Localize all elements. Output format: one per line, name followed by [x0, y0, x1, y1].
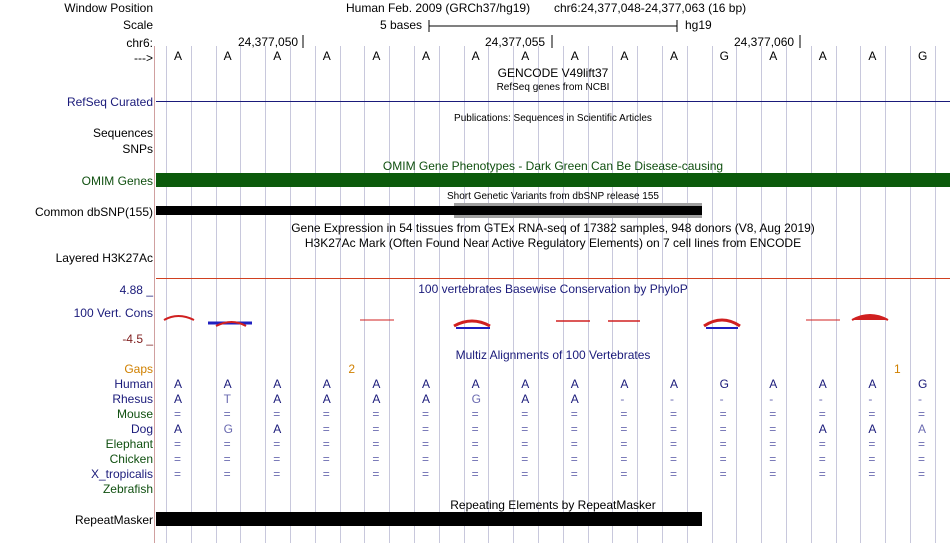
repeatmasker-title[interactable]: Repeating Elements by RepeatMasker — [450, 498, 656, 512]
alignment-base: = — [769, 407, 777, 421]
h3k27ac-baseline — [156, 278, 950, 279]
alignment-base: = — [223, 407, 231, 421]
gaps-label[interactable]: Gaps — [124, 362, 153, 376]
reference-base: A — [322, 49, 331, 63]
alignment-base: = — [918, 407, 926, 421]
multiz-title[interactable]: Multiz Alignments of 100 Vertebrates — [455, 348, 651, 362]
alignment-base: = — [174, 407, 182, 421]
alignment-base: = — [422, 452, 430, 466]
chrom-label: chr6: — [126, 36, 153, 50]
alignment-base: = — [322, 467, 330, 481]
alignment-base: = — [868, 452, 876, 466]
alignment-base: = — [273, 467, 281, 481]
alignment-base: - — [918, 392, 922, 406]
alignment-base: A — [273, 392, 282, 406]
alignment-base: = — [422, 437, 430, 451]
reference-base: A — [174, 49, 183, 63]
alignment-base: A — [818, 422, 827, 436]
assembly-title: Human Feb. 2009 (GRCh37/hg19) — [346, 1, 531, 15]
alignment-base: = — [174, 452, 182, 466]
alignment-base: = — [769, 452, 777, 466]
refseq-curated-label[interactable]: RefSeq Curated — [66, 95, 153, 109]
species-label[interactable]: Elephant — [105, 437, 153, 451]
alignment-base: = — [670, 452, 678, 466]
alignment-base: = — [322, 452, 330, 466]
alignment-base: - — [670, 392, 674, 406]
species-label[interactable]: Dog — [130, 422, 153, 436]
alignment-base: = — [719, 467, 727, 481]
alignment-base: G — [471, 392, 481, 406]
refseq-ncbi-title[interactable]: RefSeq genes from NCBI — [496, 82, 610, 93]
species-label[interactable]: Human — [114, 377, 153, 391]
alignment-base: = — [769, 437, 777, 451]
alignment-base: A — [868, 377, 877, 391]
alignment-base: = — [769, 422, 777, 436]
alignment-base: = — [918, 467, 926, 481]
alignment-base: = — [620, 407, 628, 421]
alignment-base: A — [868, 422, 877, 436]
alignment-base: = — [521, 407, 529, 421]
alignment-base: - — [818, 392, 823, 406]
alignment-base: A — [521, 377, 530, 391]
alignment-base: = — [223, 437, 231, 451]
reference-base: G — [719, 49, 729, 63]
cons-track-label[interactable]: 100 Vert. Cons — [73, 306, 153, 320]
alignment-base: = — [372, 422, 380, 436]
species-label[interactable]: Rhesus — [112, 392, 153, 406]
alignment-base: = — [918, 452, 926, 466]
alignment-base: A — [322, 392, 331, 406]
gap-count: 1 — [894, 362, 901, 376]
alignment-base: = — [471, 467, 479, 481]
alignment-base: = — [223, 467, 231, 481]
repeatmasker-bar[interactable] — [156, 512, 702, 526]
layered-h3k27ac-label[interactable]: Layered H3K27Ac — [55, 251, 153, 265]
alignment-base: = — [322, 422, 330, 436]
alignment-base: = — [372, 437, 380, 451]
alignment-base: = — [422, 467, 430, 481]
alignment-base: = — [719, 422, 727, 436]
reference-base: A — [273, 49, 282, 63]
alignment-base: A — [273, 377, 282, 391]
reference-base: A — [818, 49, 827, 63]
phylop-title[interactable]: 100 vertebrates Basewise Conservation by PhyloP — [418, 282, 688, 296]
omim-gene-bar[interactable] — [156, 173, 950, 187]
alignment-base: = — [570, 437, 578, 451]
alignment-base: = — [471, 452, 479, 466]
alignment-base: = — [620, 467, 628, 481]
alignment-base: - — [769, 392, 774, 406]
sequences-label[interactable]: Sequences — [92, 126, 153, 140]
alignment-base: = — [372, 407, 380, 421]
alignment-base: = — [273, 452, 281, 466]
alignment-base: = — [322, 437, 330, 451]
alignment-base: A — [918, 422, 927, 436]
alignment-base: A — [174, 422, 183, 436]
reference-base: A — [769, 49, 778, 63]
alignment-base: = — [868, 467, 876, 481]
alignment-base: = — [174, 467, 182, 481]
omim-phenotypes-title[interactable]: OMIM Gene Phenotypes - Dark Green Can Be Disease-causing — [382, 159, 724, 173]
alignment-base: G — [223, 422, 233, 436]
species-label[interactable]: Chicken — [109, 452, 153, 466]
alignment-base: = — [670, 422, 678, 436]
cons-max-label: 4.88 _ — [119, 283, 153, 297]
species-label[interactable]: Mouse — [116, 407, 153, 421]
alignment-base: A — [372, 392, 381, 406]
alignment-base: = — [719, 407, 727, 421]
alignment-base: = — [670, 467, 678, 481]
repeatmasker-label[interactable]: RepeatMasker — [74, 513, 153, 527]
refseq-curated-line — [156, 101, 950, 102]
alignment-base: A — [422, 392, 431, 406]
reference-base: A — [868, 49, 877, 63]
alignment-base: = — [422, 422, 430, 436]
scale-text: 5 bases — [380, 18, 423, 32]
cons-min-label: -4.5 _ — [122, 332, 153, 346]
alignment-base: = — [471, 407, 479, 421]
strand-label: ---> — [134, 51, 153, 65]
alignment-base: = — [818, 437, 826, 451]
alignment-base: G — [719, 377, 729, 391]
alignment-base: = — [620, 422, 628, 436]
alignment-base: = — [868, 437, 876, 451]
alignment-base: A — [670, 377, 679, 391]
alignment-base: A — [818, 377, 827, 391]
dbsnp-black-bar[interactable] — [156, 206, 702, 215]
common-dbsnp-label[interactable]: Common dbSNP(155) — [34, 205, 153, 219]
alignment-base: = — [273, 437, 281, 451]
publications-title[interactable]: Publications: Sequences in Scientific Articles — [454, 113, 652, 124]
alignment-base: - — [719, 392, 724, 406]
h3k27ac-title[interactable]: H3K27Ac Mark (Often Found Near Active Regulatory Elements) on 7 cell lines from ENCODE — [304, 236, 802, 250]
alignment-base: A — [620, 377, 629, 391]
alignment-base: = — [570, 407, 578, 421]
alignment-base: A — [174, 377, 183, 391]
conservation-logo — [156, 310, 950, 334]
species-label[interactable]: Zebrafish — [102, 482, 153, 496]
alignment-base: - — [868, 392, 873, 406]
window-position-label: Window Position — [64, 1, 153, 15]
alignment-base: A — [471, 377, 480, 391]
alignment-base: A — [570, 377, 579, 391]
alignment-base: A — [223, 377, 232, 391]
alignment-base: = — [570, 452, 578, 466]
reference-base: A — [670, 49, 679, 63]
alignment-base: A — [273, 422, 282, 436]
coord-tick-3: 24,377,060 — [734, 35, 795, 49]
reference-base: A — [372, 49, 381, 63]
reference-base: A — [422, 49, 431, 63]
alignment-base: = — [918, 437, 926, 451]
reference-base: A — [570, 49, 579, 63]
alignment-base: = — [719, 452, 727, 466]
alignment-base: T — [223, 392, 231, 406]
scale-label: Scale — [122, 18, 153, 32]
alignment-base: = — [620, 452, 628, 466]
alignment-base: = — [521, 467, 529, 481]
alignment-base: = — [620, 437, 628, 451]
alignment-base: = — [223, 452, 231, 466]
reference-base: A — [471, 49, 480, 63]
alignment-base: A — [422, 377, 431, 391]
scale-bar — [428, 19, 680, 33]
alignment-base: = — [174, 437, 182, 451]
dbsnp-title[interactable]: Short Genetic Variants from dbSNP release 155 — [447, 191, 659, 202]
alignment-base: = — [471, 422, 479, 436]
alignment-base: = — [322, 407, 330, 421]
gap-count: 2 — [348, 362, 356, 376]
scale-db: hg19 — [685, 18, 712, 32]
alignment-base: = — [818, 467, 826, 481]
alignment-base: = — [422, 407, 430, 421]
alignment-base: = — [521, 422, 529, 436]
alignment-base: = — [372, 452, 380, 466]
alignment-base: = — [471, 437, 479, 451]
species-label[interactable]: X_tropicalis — [90, 467, 153, 481]
alignment-base: = — [868, 407, 876, 421]
gencode-track-title[interactable]: GENCODE V49lift37 — [497, 66, 609, 80]
alignment-base: = — [521, 437, 529, 451]
alignment-base: = — [372, 467, 380, 481]
coord-tick-marks — [300, 35, 805, 49]
alignment-base: = — [818, 407, 826, 421]
alignment-base: = — [570, 422, 578, 436]
alignment-base: = — [670, 437, 678, 451]
alignment-base: A — [570, 392, 579, 406]
window-position-value[interactable]: chr6:24,377,048-24,377,063 (16 bp) — [554, 1, 747, 15]
omim-genes-label[interactable]: OMIM Genes — [81, 174, 153, 188]
gtex-title[interactable]: Gene Expression in 54 tissues from GTEx RNA-seq of 17382 samples, 948 donors (V8, Aug 2019) — [291, 221, 815, 235]
alignment-base: G — [918, 377, 928, 391]
alignment-base: = — [521, 452, 529, 466]
alignment-base: A — [322, 377, 331, 391]
alignment-base: A — [769, 377, 778, 391]
coord-tick-1: 24,377,050 — [238, 35, 299, 49]
alignment-base: = — [818, 452, 826, 466]
alignment-base: = — [570, 467, 578, 481]
alignment-base: = — [273, 407, 281, 421]
coord-tick-2: 24,377,055 — [485, 35, 546, 49]
reference-base: G — [918, 49, 928, 63]
reference-base: A — [223, 49, 232, 63]
reference-base: A — [521, 49, 530, 63]
alignment-base: A — [372, 377, 381, 391]
snps-label[interactable]: SNPs — [122, 142, 153, 156]
alignment-base: = — [719, 437, 727, 451]
alignment-base: A — [521, 392, 530, 406]
alignment-base: - — [620, 392, 625, 406]
alignment-base: = — [769, 467, 777, 481]
reference-base: A — [620, 49, 629, 63]
alignment-base: A — [174, 392, 183, 406]
alignment-base: = — [670, 407, 678, 421]
